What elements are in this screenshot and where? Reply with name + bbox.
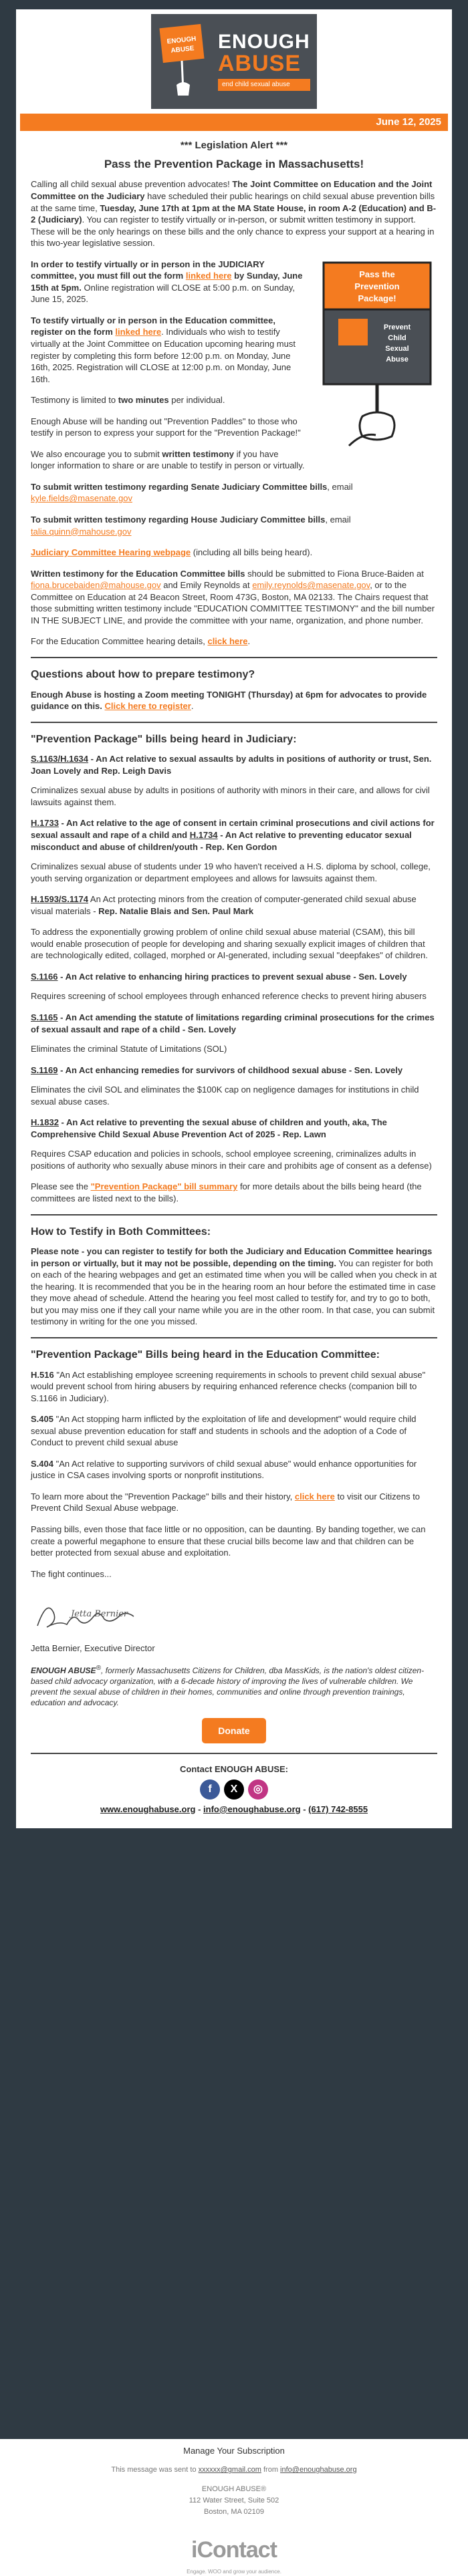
signature-name: Jetta Bernier, Executive Director <box>31 1643 155 1654</box>
divider <box>31 1337 437 1338</box>
both-committees-paragraph: Please note - you can register to testify for both the Judiciary and Education Committee hearings in person or virtually, but it may not be possible, depending on the timing. You can register for both on each of the hearing webpages and get an estimated time when you will be called when you check in at the hearing. It is recommended that you be in the hearing room an hour before the estimated time in case they move ahead of schedule. Attend the hearing you feel most called to testify for, and try to go to both, but you may miss one if they call your name while you are in the other room. In that case, you can submit testimony in writing for the one you missed. <box>31 1246 437 1327</box>
bill-s1166-heading: S.1166 - An Act relative to enhancing hiring practices to prevent sexual abuse - Sen. Lovely <box>31 971 407 982</box>
bill-h1832-heading: H.1832 - An Act relative to preventing the sexual abuse of children and youth, aka, The Comprehensive Child Sexual Abuse Prevention Act of 2025 - Rep. Lawn <box>31 1117 387 1139</box>
house-email-link[interactable]: talia.quinn@mahouse.gov <box>31 526 132 537</box>
logo-sign-icon <box>158 22 211 101</box>
divider <box>31 657 437 658</box>
logo-abuse-text: ABUSE <box>218 51 302 77</box>
svg-text:ABUSE: ABUSE <box>170 45 195 55</box>
bill-h1832-desc: Requires CSAP education and policies in schools, school employee screening, criminalizes adults in positions of authority who sexually abuse minors in their care and prohibits age of consent as a defense) <box>31 1149 432 1171</box>
social-links <box>31 1779 437 1800</box>
education-bills-title: "Prevention Package" Bills being heard in the Education Committee: <box>31 1348 380 1361</box>
bill-s404: S.404 "An Act relative to supporting survivors of child sexual abuse" would enhance opportunities for justice in CSA cases involving sports or nonprofit institutions. <box>31 1458 417 1481</box>
education-details-paragraph: For the Education Committee hearing details, click here. <box>31 636 251 647</box>
email-link[interactable]: info@enoughabuse.org <box>203 1804 301 1814</box>
paddles-paragraph: Enough Abuse will be handing out "Prevention Paddles" to those who testify in person to express your support for the "Prevention Package!" <box>31 416 301 438</box>
bill-h1593-heading: H.1593/S.1174 An Act protecting minors from the creation of computer-generated child sexual abuse visual materials - Rep. Natalie Blais and Sen. Paul Mark <box>31 894 417 916</box>
bill-summary-paragraph: Please see the "Prevention Package" bill summary for more details about the bills being heard (the committees are listed next to the bills). <box>31 1181 422 1203</box>
divider <box>31 1214 437 1215</box>
bill-s405: S.405 "An Act stopping harm inflicted by the exploitation of life and development" would require child sexual abuse prevention education for staff and students in schools and the adoption of a Code of Conduct to prevent child sexual abuse <box>31 1414 417 1448</box>
zoom-register-link[interactable]: Click here to register <box>104 701 191 712</box>
bill-s1163-heading: S.1163/H.1634 - An Act relative to sexual assaults by adults in positions of authority or trust, Sen. Joan Lovely and Rep. Leigh Davis <box>31 754 432 776</box>
judiciary-form-link[interactable]: linked here <box>185 271 232 281</box>
testimony-limit-paragraph: Testimony is limited to two minutes per individual. <box>31 395 225 406</box>
sign-text-line2: Prevention <box>354 281 400 291</box>
prevention-sign-image <box>310 259 437 451</box>
bill-s1169-heading: S.1169 - An Act enhancing remedies for survivors of childhood sexual abuse - Sen. Lovely <box>31 1064 403 1075</box>
facebook-icon[interactable]: f <box>200 1779 220 1800</box>
bill-s1163-desc: Criminalizes sexual abuse by adults in positions of authority with minors in their care, and allows for civil lawsuits against them. <box>31 785 430 807</box>
email-card <box>16 9 452 1828</box>
instagram-icon[interactable]: ◎ <box>248 1779 268 1800</box>
bill-s1165-desc: Eliminates the criminal Statute of Limitations (SOL) <box>31 1044 227 1054</box>
org-address-2: Boston, MA 02109 <box>204 2508 264 2517</box>
signature-image <box>31 1589 437 1642</box>
judiciary-hearing-link[interactable]: Judiciary Committee Hearing webpage <box>31 547 191 558</box>
bill-s1165-heading: S.1165 - An Act amending the statute of limitations regarding criminal prosecutions for the crimes of sexual assault and rape of a child - Sen. Lovely <box>31 1012 435 1034</box>
senate-testimony-paragraph: To submit written testimony regarding Senate Judiciary Committee bills, email kyle.fields@masenate.gov <box>31 481 353 504</box>
bill-h1733-heading: H.1733 - An Act relative to the age of consent in certain criminal prosecutions and civil actions for sexual assault and rape of a child and H.1734 - An Act relative to preventing educator sexual misconduct and abuse of children/youth - Rep. Ken Gordon <box>31 818 435 852</box>
logo-enough-text: ENOUGH <box>218 31 310 53</box>
email-content <box>16 131 452 1815</box>
fiona-email-link[interactable]: fiona.brucebaiden@mahouse.gov <box>31 580 161 591</box>
donate-button[interactable]: Donate <box>202 1718 265 1744</box>
sign-text-line1: Pass the <box>359 269 395 279</box>
emily-email-link[interactable]: emily.reynolds@masenate.gov <box>252 580 370 591</box>
learn-more-link[interactable]: click here <box>294 1491 335 1501</box>
bill-h516: H.516 "An Act establishing employee screening requirements in schools to prevent child sexual abuse" would prevent school from hiring abusers by requiring enhanced reference checks (companion bill to S.1166 in Judiciary). <box>31 1369 426 1403</box>
judiciary-register-paragraph: In order to testify virtually or in person in the JUDICIARY committee, you must fill out the form linked here by Sunday, June 15th at 5pm. Online registration will CLOSE at 5:00 p.m. on Sunday, June 15, 2025. <box>31 259 303 305</box>
bill-h1593-desc: To address the exponentially growing problem of online child sexual abuse material (CSAM), this bill would enable prosecution of people for developing and sharing sexually explicit images of children that are technologically edited, collaged, morphed or AI-generated, including sexual "deepfakes" of children. <box>31 927 428 961</box>
svg-text:ENOUGH: ENOUGH <box>166 35 197 46</box>
icontact-logo[interactable]: iContact <box>191 2537 277 2563</box>
bill-s1166-desc: Requires screening of school employees through enhanced reference checks to prevent hiring abusers <box>31 991 427 1002</box>
logo-band <box>16 9 452 114</box>
hearing-webpage-paragraph: Judiciary Committee Hearing webpage (including all bills being heard). <box>31 547 313 558</box>
passing-bills-paragraph: Passing bills, even those that face little or no opposition, can be daunting. By banding together, we can create a powerful megaphone to ensure that these crucial bills become law and that children can be better protected from sexual abuse and exploitation. <box>31 1524 426 1558</box>
signature-script: Jetta Bernier <box>71 1609 128 1620</box>
education-written-paragraph: Written testimony for the Education Committee bills should be submitted to Fiona Bruce-Baiden at fiona.brucebaiden@mahouse.gov and Emily Reynolds at emily.reynolds@masenate.gov, or to the Committee on Education at 24 Beacon Street, Room 473G, Boston, MA 02133. The Chairs request that those submitting written testimony include "EDUCATION COMMITTEE TESTIMONY" and the bill number IN THE SUBJECT LINE, and provide the committee with your name, organization, and phone number. <box>31 568 435 625</box>
website-link[interactable]: www.enoughabuse.org <box>100 1804 196 1814</box>
enough-abuse-logo[interactable] <box>151 14 317 109</box>
divider <box>31 1753 437 1754</box>
sent-to-line: This message was sent to xxxxxx@gmail.com from info@enoughabuse.org <box>111 2466 357 2474</box>
intro-paragraph: Calling all child sexual abuse prevention advocates! The Joint Committee on Education and the Joint Committee on the Judiciary have scheduled their public hearings on child sexual abuse prevention bills at the same time, Tuesday, June 17th at 1pm at the MA State House, in room A-2 (Education) and B-2 (Judiciary). You can register to testify virtually or in-person, or submit written testimony in support. These will be the only hearings on these bills and the only chance to express your support at a hearing in this two-year legislative session. <box>31 179 437 249</box>
divider <box>31 722 437 723</box>
bill-s1169-desc: Eliminates the civil SOL and eliminates the $100K cap on negligence damages for institutions in child sexual abuse cases. <box>31 1085 419 1107</box>
org-name: ENOUGH ABUSE® <box>201 2485 267 2494</box>
phone-link[interactable]: (617) 742-8555 <box>308 1804 368 1814</box>
contact-label: Contact ENOUGH ABUSE: <box>179 1764 289 1775</box>
written-testimony-paragraph: We also encourage you to submit written testimony if you have longer information to share or are unable to testify in person or virtually. <box>31 448 305 471</box>
prepare-title: Questions about how to prepare testimony? <box>31 668 255 680</box>
senate-email-link[interactable]: kyle.fields@masenate.gov <box>31 493 132 504</box>
about-paragraph: ENOUGH ABUSE®, formerly Massachusetts Citizens for Children, dba MassKids, is the nation's oldest citizen-based child advocacy organization, with a 6-decade history of improving the lives of vulnerable children. We prevent the sexual abuse of children in their homes, communities and online through prevention trainings, education and advocacy. <box>31 1664 425 1708</box>
judiciary-bills-title: "Prevention Package" bills being heard in Judiciary: <box>31 733 297 745</box>
footer <box>0 2439 468 2576</box>
sign-text-line6: Sexual <box>385 344 409 353</box>
logo-wordmark <box>218 32 310 90</box>
date-bar: June 12, 2025 <box>20 114 448 131</box>
prepare-paragraph: Enough Abuse is hosting a Zoom meeting TONIGHT (Thursday) at 6pm for advocates to provide guidance on this. Click here to register. <box>31 689 427 712</box>
logo-tagline: end child sexual abuse <box>218 79 310 91</box>
education-form-link[interactable]: linked here <box>115 327 162 337</box>
fight-continues: The fight continues... <box>31 1568 112 1579</box>
sign-text-line4: Prevent <box>383 323 411 331</box>
education-details-link[interactable]: click here <box>207 636 248 647</box>
alert-label: *** Legislation Alert *** <box>180 140 288 152</box>
sender-email[interactable]: info@enoughabuse.org <box>280 2466 357 2474</box>
house-testimony-paragraph: To submit written testimony regarding House Judiciary Committee bills, email talia.quinn@mahouse.gov <box>31 515 351 537</box>
icontact-tagline: Engage. WOO and grow your audience. <box>187 2569 281 2575</box>
bill-summary-link[interactable]: "Prevention Package" bill summary <box>90 1181 238 1192</box>
sign-text-line7: Abuse <box>386 355 408 364</box>
contact-line: www.enoughabuse.org - info@enoughabuse.org - (617) 742-8555 <box>100 1804 368 1814</box>
org-address-1: 112 Water Street, Suite 502 <box>189 2496 279 2505</box>
both-committees-title: How to Testify in Both Committees: <box>31 1226 211 1238</box>
sign-text-line5: Child <box>388 333 406 342</box>
alert-title: Pass the Prevention Package in Massachusetts! <box>104 157 364 170</box>
education-register-paragraph: To testify virtually or in person in the Education committee, register on the form linked here. Individuals who wish to testify virtually at the Joint Committee on Education upcoming hearing must register by completing this form before 12:00 p.m. on Monday, June 16th, 2025. Registration will CLOSE at 12:00 p.m. on Monday, June 16th. <box>31 315 296 384</box>
manage-subscription-link[interactable]: Manage Your Subscription <box>183 2446 285 2456</box>
x-icon[interactable]: X <box>224 1779 244 1800</box>
bill-h1733-desc: Criminalizes sexual abuse of students under 19 who haven't received a H.S. diploma by school, college, youth serving organization or department employees and allows for lawsuits against them. <box>31 861 431 883</box>
recipient-email[interactable]: xxxxxx@gmail.com <box>198 2466 261 2474</box>
learn-more-paragraph: To learn more about the "Prevention Package" bills and their history, click here to visit our Citizens to Prevent Child Sexual Abuse webpage. <box>31 1491 421 1514</box>
sign-text-line3: Package! <box>358 293 396 303</box>
